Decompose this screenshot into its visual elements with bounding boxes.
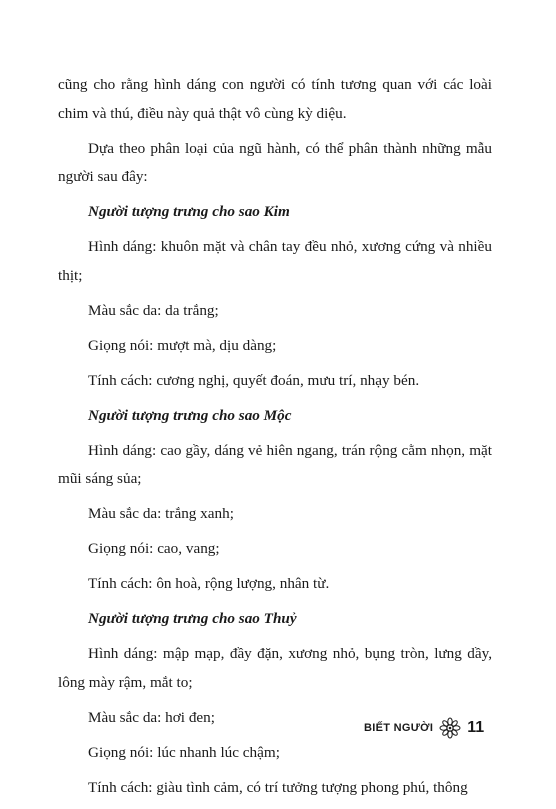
moc-voice: Giọng nói: cao, vang; — [88, 540, 220, 557]
lotus-ornament-icon — [439, 717, 461, 739]
paragraph-intro: cũng cho rằng hình dáng con người có tính tương quan với các loài chim và thú, điều này quả thật vô cùng kỳ diệu. — [58, 76, 492, 122]
kim-skin: Màu sắc da: da trắng; — [88, 301, 219, 319]
thuy-skin: Màu sắc da: hơi đen; — [88, 708, 215, 726]
thuy-voice: Giọng nói: lúc nhanh lúc chậm; — [88, 743, 280, 761]
kim-personality: Tính cách: cương nghị, quyết đoán, mưu trí, nhạy bén. — [88, 371, 420, 389]
moc-personality: Tính cách: ôn hoà, rộng lượng, nhân từ. — [88, 575, 330, 592]
page-footer — [364, 715, 484, 741]
page-body — [58, 71, 492, 809]
book-title: BIẾT NGƯỜI — [364, 722, 434, 734]
page-number: 11 — [467, 719, 485, 736]
kim-shape: Hình dáng: khuôn mặt và chân tay đều nhỏ, xương cứng và nhiều thịt; — [58, 238, 492, 284]
kim-voice: Giọng nói: mượt mà, dịu dàng; — [88, 336, 277, 354]
section-heading-kim: Người tượng trưng cho sao Kim — [88, 203, 290, 220]
section-heading-thuy: Người tượng trưng cho sao Thuỷ — [88, 610, 297, 627]
paragraph-classification: Dựa theo phân loại của ngũ hành, có thể phân thành những mẫu người sau đây: — [58, 139, 492, 185]
moc-skin: Màu sắc da: trắng xanh; — [88, 505, 234, 522]
section-heading-moc: Người tượng trưng cho sao Mộc — [88, 406, 292, 424]
thuy-shape: Hình dáng: mập mạp, đầy đặn, xương nhỏ, bụng tròn, lưng dầy, lông mày rậm, mắt to; — [58, 645, 492, 691]
thuy-personality: Tính cách: giàu tình cảm, có trí tưởng tượng phong phú, thông — [88, 778, 468, 796]
moc-shape: Hình dáng: cao gầy, dáng vẻ hiên ngang, trán rộng cằm nhọn, mặt mũi sáng sủa; — [58, 441, 492, 487]
